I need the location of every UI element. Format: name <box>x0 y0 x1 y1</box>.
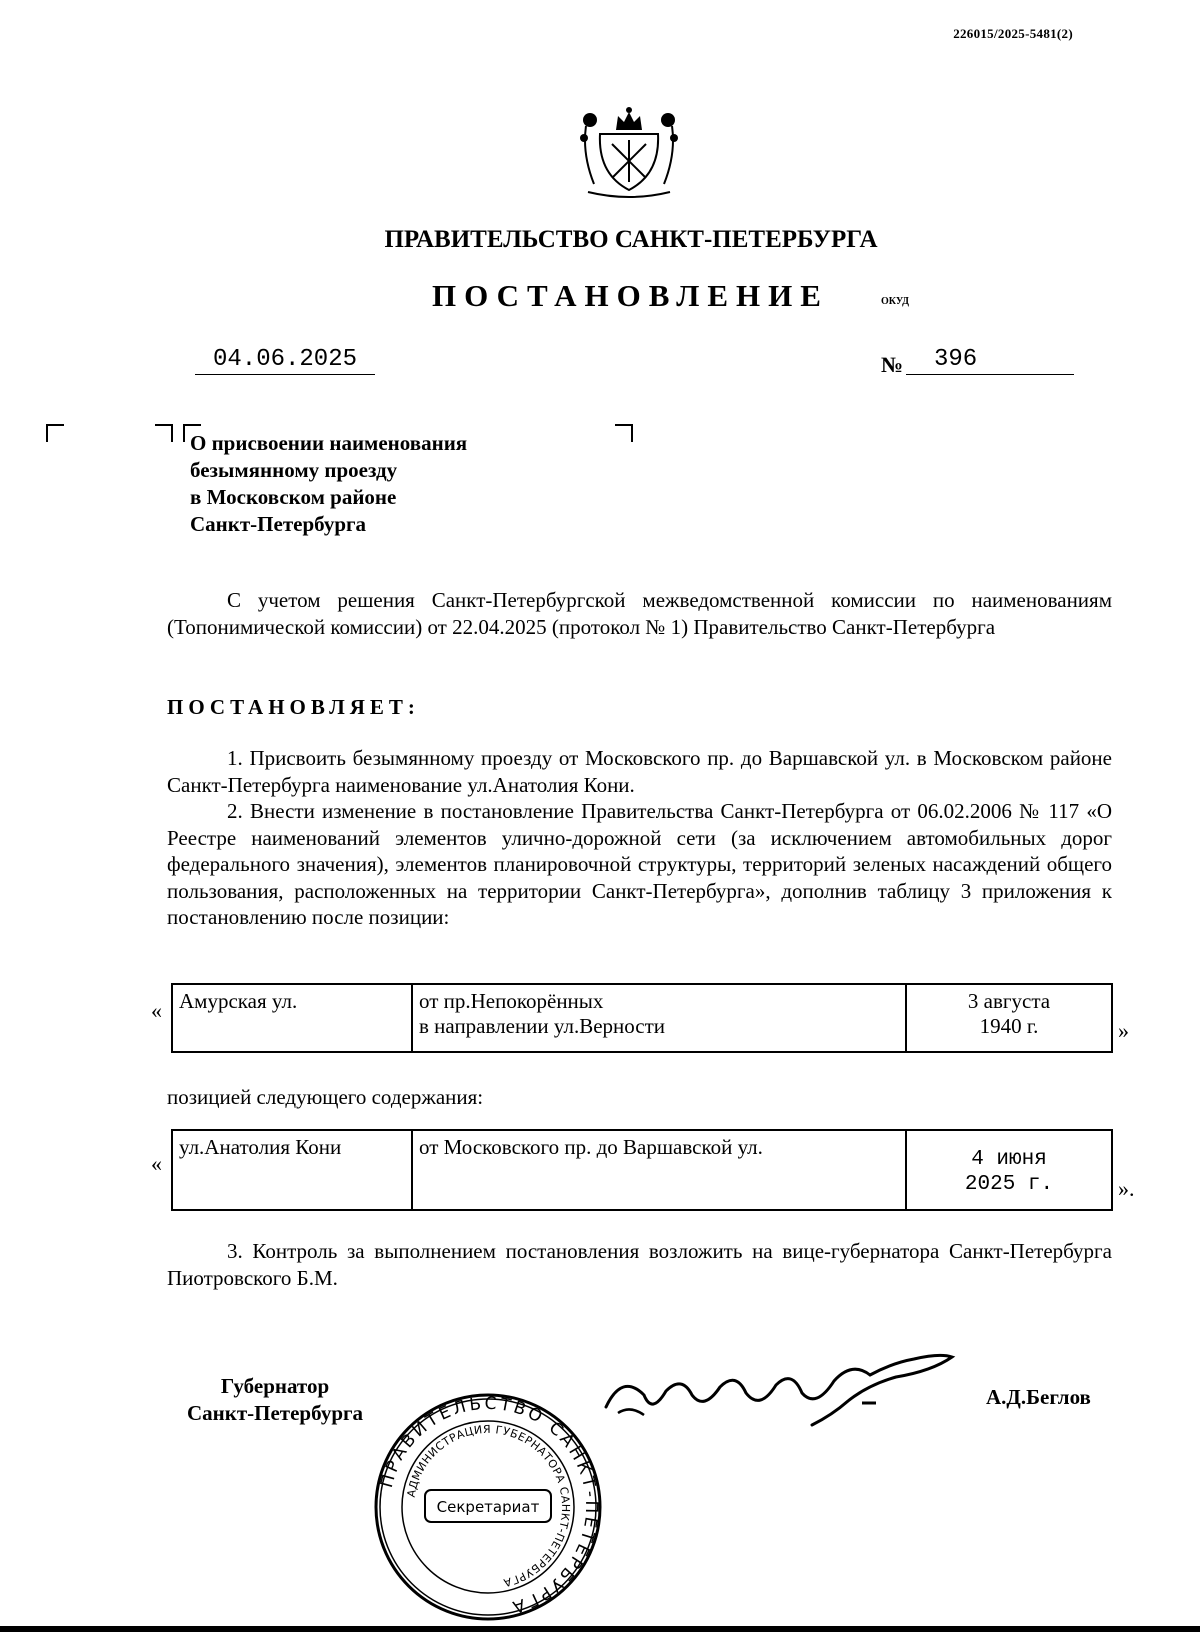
okud-label: ОКУД <box>881 296 910 307</box>
naming-date-cell <box>906 1130 1112 1210</box>
document-date: 04.06.2025 <box>195 346 375 375</box>
subject-line: О присвоении наименования <box>190 431 468 455</box>
signatory-position <box>150 1373 400 1427</box>
document-number: 396 <box>906 346 1074 375</box>
existing-position-table <box>171 983 1113 1053</box>
registration-number: 226015/2025-5481(2) <box>953 26 1073 41</box>
open-quote: « <box>151 998 162 1023</box>
number-sign: № <box>881 352 904 377</box>
location-line: от Московского пр. до Варшавской ул. <box>419 1135 763 1159</box>
naming-date-cell <box>906 984 1112 1052</box>
following-position-text: позицией следующего содержания: <box>167 1085 484 1109</box>
official-seal <box>373 1392 603 1622</box>
date-line: 2025 г. <box>964 1173 1054 1196</box>
item-3: 3. Контроль за выполнением постановления возложить на вице-губернатора Санкт-Петербурга Пиотровского Б.М. <box>167 1239 1112 1290</box>
item-2: 2. Внести изменение в постановление Правительства Санкт-Петербурга от 06.02.2006 № 117 «О Реестре наименований элементов улично-дорожной сети (за исключением автомобильных дорог федерального значения), элементов планировочной структуры, территорий зеленых насаждений общего пользования, расположенных на территории Санкт-Петербурга», дополнив таблицу 3 приложения к постановлению после позиции: <box>167 799 1112 929</box>
date-line: 4 июня <box>971 1148 1047 1171</box>
margin-corner-mark <box>155 424 173 442</box>
document-type-title: ПОСТАНОВЛЕНИЕ <box>432 278 829 313</box>
margin-corner-mark <box>46 424 64 442</box>
open-quote: « <box>151 1151 162 1176</box>
svg-text:АДМИНИСТРАЦИЯ ГУБЕРНАТОРА САНК: АДМИНИСТРАЦИЯ ГУБЕРНАТОРА САНКТ-ПЕТЕРБУРГА <box>404 1422 573 1590</box>
new-position-table <box>171 1129 1113 1211</box>
table-row <box>172 984 1112 1052</box>
preamble-paragraph: С учетом решения Санкт-Петербургской межведомственной комиссии по наименованиям (Топонимической комиссии) от 22.04.2025 (протокол № 1) Правительство Санкт-Петербурга <box>167 588 1112 639</box>
signatory-name: А.Д.Беглов <box>986 1385 1091 1409</box>
street-name: Амурская ул. <box>179 989 298 1013</box>
decree-verb: ПОСТАНОВЛЯЕТ: <box>167 695 420 719</box>
coat-of-arms-emblem <box>578 104 680 200</box>
item-1: 1. Присвоить безымянному проезду от Московского пр. до Варшавской ул. в Московском районе Санкт-Петербурга наименование ул.Анатолия Кони. <box>167 746 1112 797</box>
subject-line: в Московском районе <box>190 485 397 509</box>
subject-line: Санкт-Петербурга <box>190 512 367 536</box>
position-line: Санкт-Петербурга <box>186 1401 364 1425</box>
street-location-cell <box>412 984 906 1052</box>
issuer-title: ПРАВИТЕЛЬСТВО САНКТ-ПЕТЕРБУРГА <box>384 226 878 253</box>
location-line: от пр.Непокорённых <box>419 989 604 1013</box>
close-quote: ». <box>1118 1176 1135 1201</box>
subject-corner-mark <box>615 424 633 442</box>
table-row <box>172 1130 1112 1210</box>
street-name-cell <box>172 1130 412 1210</box>
subject-line: безымянному проезду <box>190 458 398 482</box>
location-line: в направлении ул.Верности <box>419 1014 666 1038</box>
date-line: 1940 г. <box>979 1014 1039 1038</box>
street-location-cell <box>412 1130 906 1210</box>
document-subject <box>190 430 467 538</box>
date-line: 3 августа <box>967 989 1051 1013</box>
svg-text:Секретариат: Секретариат <box>436 1498 540 1516</box>
street-name-cell <box>172 984 412 1052</box>
position-line: Губернатор <box>220 1374 330 1398</box>
close-quote: » <box>1118 1018 1129 1043</box>
street-name: ул.Анатолия Кони <box>179 1135 342 1159</box>
handwritten-signature <box>600 1345 960 1435</box>
svg-text:ПРАВИТЕЛЬСТВО САНКТ-ПЕТЕРБУРГА: ПРАВИТЕЛЬСТВО САНКТ-ПЕТЕРБУРГА <box>376 1393 602 1618</box>
scan-edge-bar <box>0 1626 1200 1632</box>
